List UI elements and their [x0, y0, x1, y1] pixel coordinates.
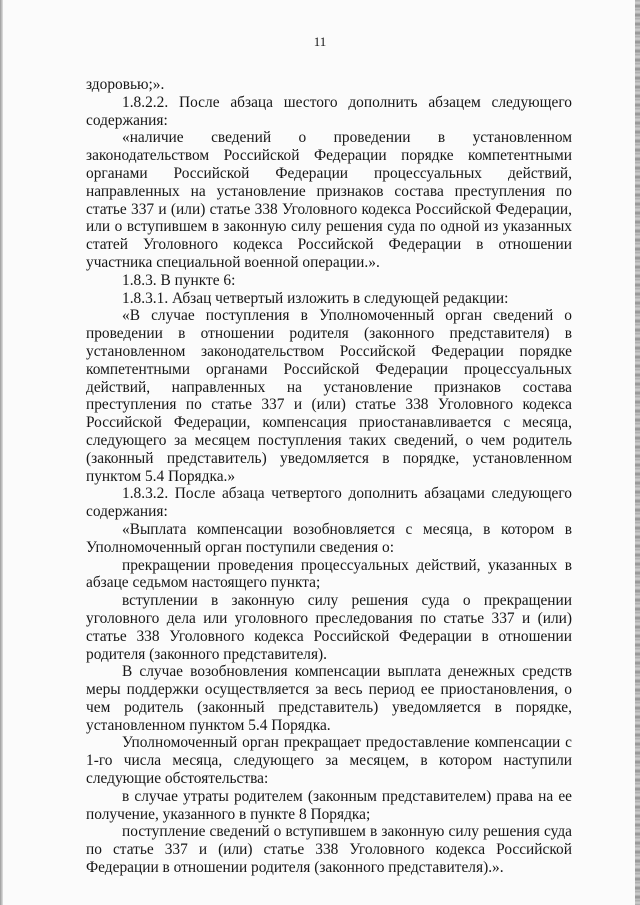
- paragraph: Уполномоченный орган прекращает предоставление компенсации с 1-го числа месяца, следующего за месяцем, в котором наступили следующие обстоятельства:: [86, 734, 572, 788]
- scan-edge-left: [0, 0, 3, 905]
- paragraph: поступление сведений о вступившем в законную силу решения суда по статье 337 и (или) статье 338 Уголовного кодекса Российской Федерации в отношении родителя (законного представителя).».: [86, 823, 572, 877]
- page-number: 11: [313, 34, 327, 49]
- paragraph: «Выплата компенсации возобновляется с месяца, в котором в Уполномоченный орган поступили сведения о:: [86, 520, 572, 556]
- paragraph: прекращении проведения процессуальных действий, указанных в абзаце седьмом настоящего пункта;: [86, 556, 572, 592]
- paragraph: вступлении в законную силу решения суда о прекращении уголовного дела или уголовного преследования по статье 337 и (или) статье 338 Уголовного кодекса Российской Федерации в отношении родителя (законного представителя).: [86, 592, 572, 663]
- paragraph: В случае возобновления компенсации выплата денежных средств меры поддержки осуществляется за весь период ее приостановления, о чем родитель (законный представитель) уведомляется в порядке, установленном пунктом 5.4 Порядка.: [86, 663, 572, 734]
- scan-edge-right: [635, 0, 640, 905]
- paragraph: 1.8.3.2. После абзаца четвертого дополнить абзацами следующего содержания:: [86, 485, 572, 521]
- paragraph: 1.8.2.2. После абзаца шестого дополнить абзацем следующего содержания:: [86, 93, 572, 129]
- paragraph: в случае утраты родителем (законным представителем) права на ее получение, указанного в пункте 8 Порядка;: [86, 787, 572, 823]
- paragraph: здоровью;».: [86, 76, 165, 93]
- paragraph: «В случае поступления в Уполномоченный орган сведений о проведении в отношении родителя (законного представителя) в установленном законодательством Российской Федерации порядке компетентными органами Российской Федерации процессуальных действий, направленных на установление признаков состава преступления по статье 337 и (или) статье 338 Уголовного кодекса Российской Федерации, компенсация приостанавливается с месяца, следующего за месяцем поступления таких сведений, о чем родитель (законный представитель) уведомляется в порядке, установленном пунктом 5.4 Порядка.»: [86, 307, 572, 485]
- paragraph: 1.8.3.1. Абзац четвертый изложить в следующей редакции:: [122, 289, 509, 307]
- paragraph: 1.8.3. В пункте 6:: [122, 271, 236, 289]
- paragraph: «наличие сведений о проведении в установленном законодательством Российской Федерации порядке компетентными органами Российской Федерации процессуальных действий, направленных на установление признаков состава преступления по статье 337 и (или) статье 338 Уголовного кодекса Российской Федерации, или о вступившем в законную силу решения суда по одной из указанных статей Уголовного кодекса Российской Федерации в отношении участника специальной военной операции.».: [86, 129, 572, 271]
- document-body: [86, 76, 572, 877]
